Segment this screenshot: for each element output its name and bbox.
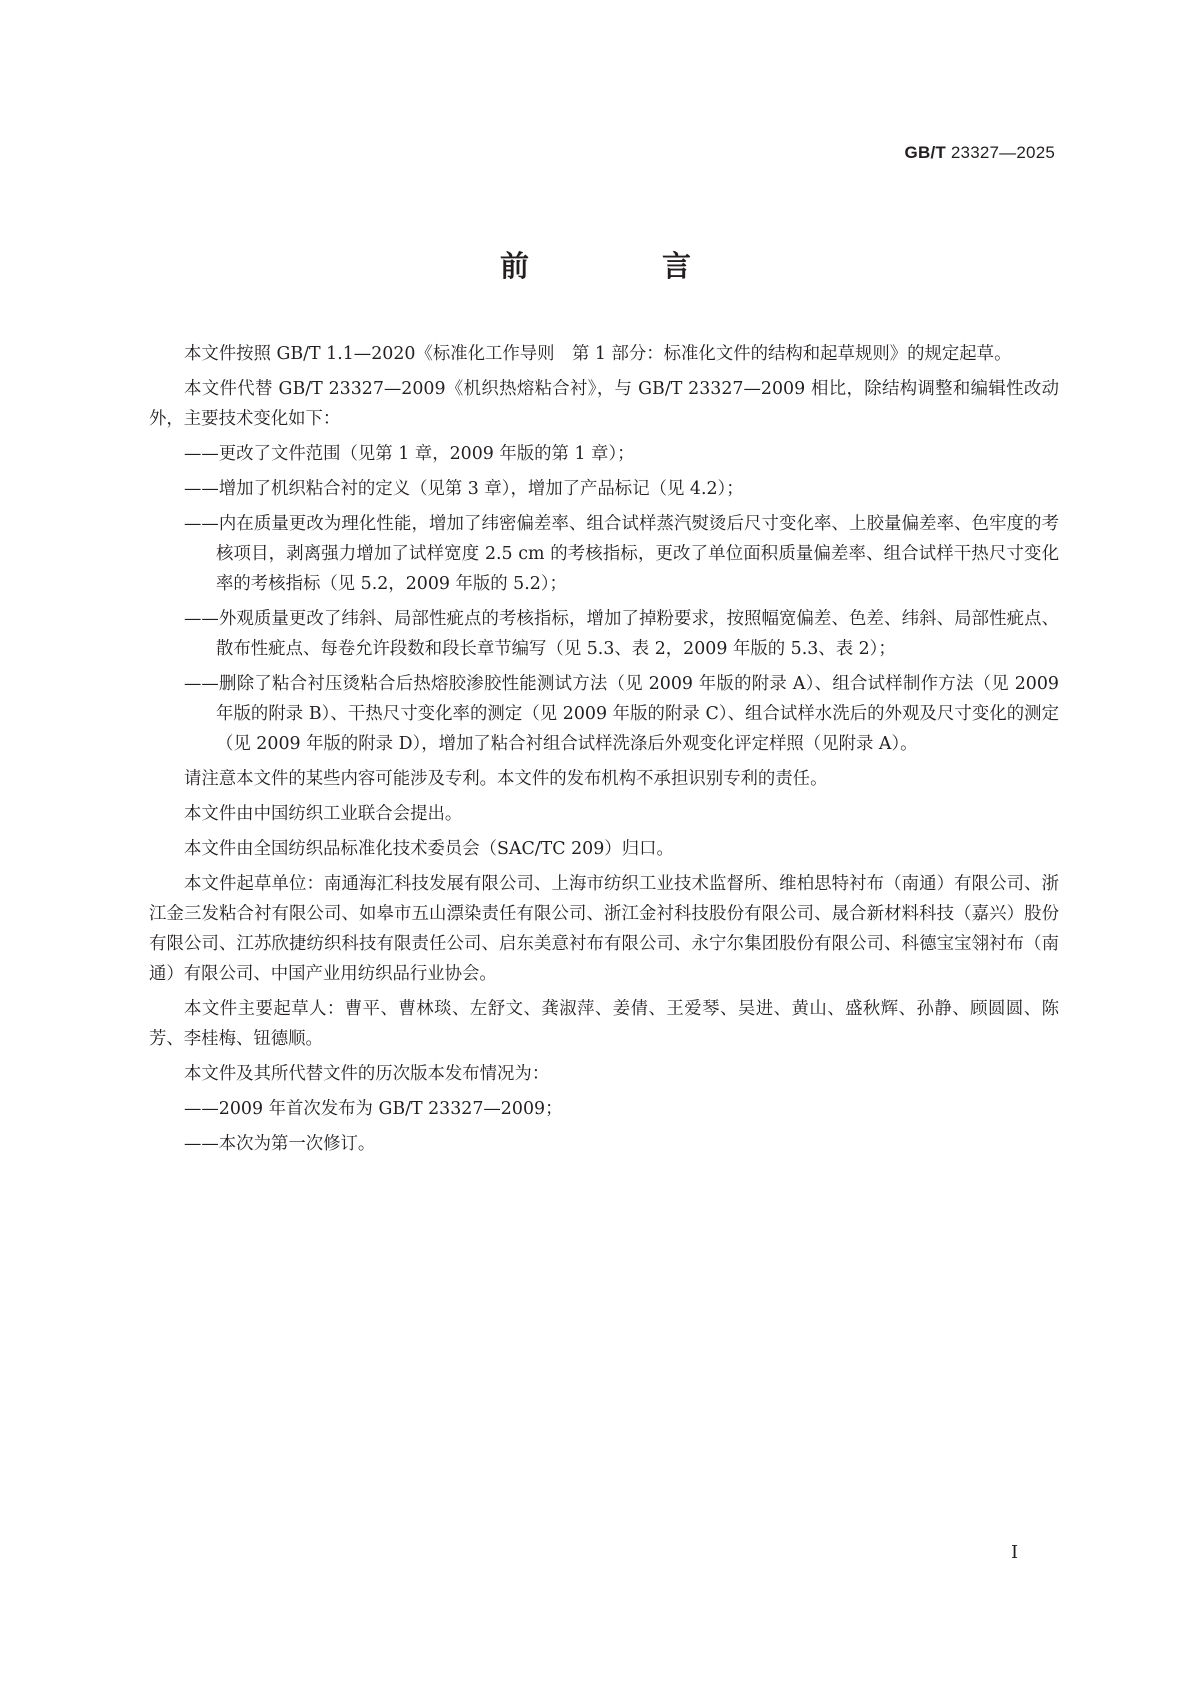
page-title: 前 言 <box>499 249 743 283</box>
change-item-scope: ——更改了文件范围（见第 1 章，2009 年版的第 1 章）； <box>184 444 635 464</box>
history-item-revision: ——本次为第一次修订。 <box>184 1134 376 1154</box>
paragraph-replacement: 本文件代替 GB/T 23327—2009《机织热熔粘合衬》，与 GB/T 23327—2009 相比，除结构调整和编辑性改动外，主要技术变化如下： <box>149 379 1059 429</box>
paragraph-drafters: 本文件主要起草人：曹平、曹林琰、左舒文、龚淑萍、姜倩、王爱琴、吴进、黄山、盛秋辉、孙静、顾圆圆、陈芳、李桂梅、钮德顺。 <box>149 999 1059 1049</box>
foreword-body <box>149 339 1059 1164</box>
standard-number: 23327—2025 <box>950 143 1055 162</box>
standard-code <box>905 143 1055 163</box>
paragraph-history-intro: 本文件及其所代替文件的历次版本发布情况为： <box>184 1064 550 1084</box>
paragraph-drafting-rules: 本文件按照 GB/T 1.1—2020《标准化工作导则 第 1 部分：标准化文件的结构和起草规则》的规定起草。 <box>184 344 1012 364</box>
history-item-first-release: ——2009 年首次发布为 GB/T 23327—2009； <box>184 1099 563 1119</box>
change-item-test-methods: ——删除了粘合衬压烫粘合后热熔胶渗胶性能测试方法（见 2009 年版的附录 A）、组合试样制作方法（见 2009 年版的附录 B）、干热尺寸变化率的测定（见 2009 年版的附录 C）、组合试样水洗后的外观及尺寸变化的测定（见 2009 年版的附录 D），增加了粘合衬组合试样洗涤后外观变化评定样照（见附录 A）。 <box>184 674 1059 754</box>
paragraph-committee: 本文件由全国纺织品标准化技术委员会（SAC/TC 209）归口。 <box>184 839 674 859</box>
change-item-properties: ——内在质量更改为理化性能，增加了纬密偏差率、组合试样蒸汽熨烫后尺寸变化率、上胶量偏差率、色牢度的考核项目，剥离强力增加了试样宽度 2.5 cm 的考核指标，更改了单位面积质量偏差率、组合试样干热尺寸变化率的考核指标（见 5.2，2009 年版的 5.2）； <box>184 514 1059 594</box>
change-item-appearance: ——外观质量更改了纬斜、局部性疵点的考核指标，增加了掉粉要求，按照幅宽偏差、色差、纬斜、局部性疵点、散布性疵点、每卷允许段数和段长章节编写（见 5.3、表 2，2009 年版的 5.3、表 2）； <box>184 609 1059 659</box>
paragraph-proposer: 本文件由中国纺织工业联合会提出。 <box>184 804 463 824</box>
standard-prefix: GB/T <box>904 143 946 162</box>
paragraph-drafting-units: 本文件起草单位：南通海汇科技发展有限公司、上海市纺织工业技术监督所、维柏思特衬布（南通）有限公司、浙江金三发粘合衬有限公司、如皋市五山漂染责任有限公司、浙江金衬科技股份有限公司、晟合新材料科技（嘉兴）股份有限公司、江苏欣捷纺织科技有限责任公司、启东美意衬布有限公司、永宁尔集团股份有限公司、科德宝宝翎衬布（南通）有限公司、中国产业用纺织品行业协会。 <box>149 874 1059 984</box>
paragraph-patent-notice: 请注意本文件的某些内容可能涉及专利。本文件的发布机构不承担识别专利的责任。 <box>184 769 828 789</box>
page-number: Ⅰ <box>1011 1542 1019 1563</box>
change-item-definition: ——增加了机织粘合衬的定义（见第 3 章），增加了产品标记（见 4.2）； <box>184 479 744 499</box>
